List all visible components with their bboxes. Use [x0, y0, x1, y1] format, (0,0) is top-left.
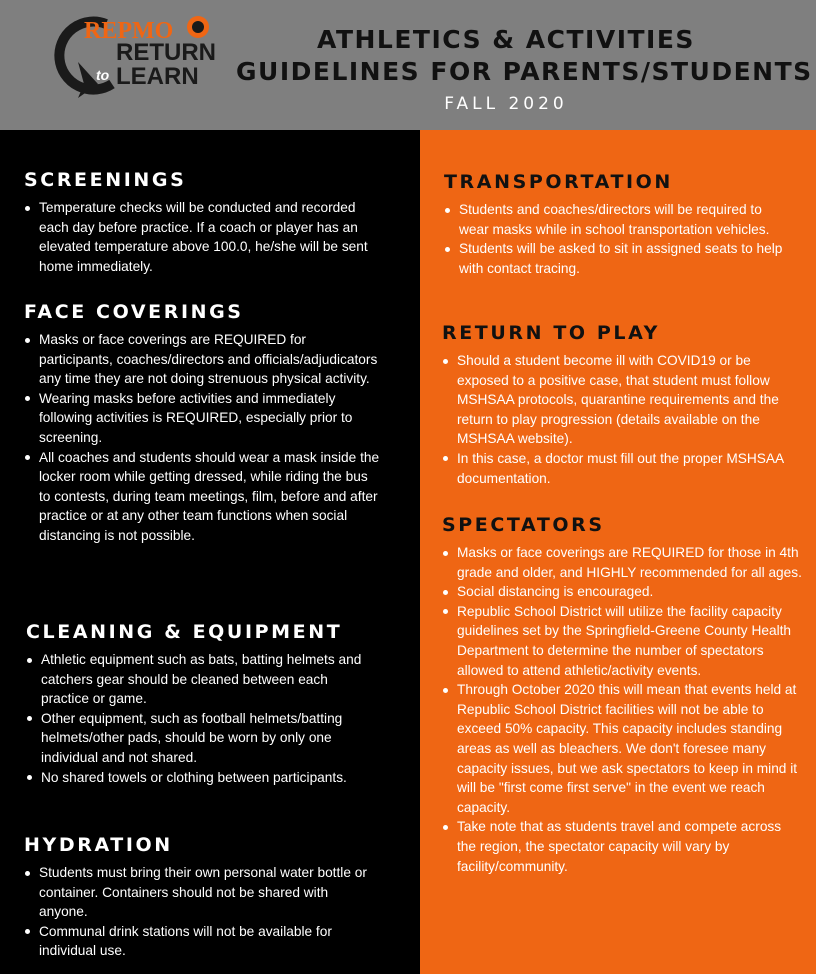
- list-item: Should a student become ill with COVID19 or be exposed to a positive case, that student must follow MSHSAA protocols, quarantine requirements and the return to play progression (details available on the MSHSAA website).: [442, 351, 802, 449]
- bullet-list: [442, 351, 802, 488]
- list-item: All coaches and students should wear a mask inside the locker room while getting dressed, while riding the bus to contests, during team meetings, film, before and after practice or at any other team functions when social distancing is not possible.: [24, 448, 380, 546]
- list-item: Social distancing is encouraged.: [442, 582, 802, 602]
- logo-brand-text: REPMO: [84, 18, 174, 44]
- bullet-list: [26, 650, 376, 787]
- right-column: [420, 130, 816, 974]
- bullet-list: [444, 200, 784, 278]
- title-line-1: ATHLETICS & ACTIVITIES: [317, 25, 695, 54]
- list-item: Take note that as students travel and compete across the region, the spectator capacity will vary by facility/community.: [442, 817, 802, 876]
- section-transportation: [444, 170, 784, 278]
- section-face-coverings: [24, 300, 380, 546]
- logo-return-text: RETURN: [116, 39, 216, 66]
- list-item: Students will be asked to sit in assigned seats to help with contact tracing.: [444, 239, 784, 278]
- list-item: Students and coaches/directors will be required to wear masks while in school transportation vehicles.: [444, 200, 784, 239]
- section-spectators: [442, 513, 802, 876]
- list-item: Masks or face coverings are REQUIRED for participants, coaches/directors and officials/adjudicators any time they are not doing strenuous physical activity.: [24, 330, 380, 389]
- section-heading: FACE COVERINGS: [24, 301, 244, 323]
- list-item: Communal drink stations will not be available for individual use.: [24, 922, 374, 961]
- list-item: Republic School District will utilize the facility capacity guidelines set by the Springfield-Greene County Health Department to determine the number of spectators allowed to attend athletic/activity events.: [442, 602, 802, 680]
- list-item: Students must bring their own personal water bottle or container. Containers should not be shared with anyone.: [24, 863, 374, 922]
- section-heading: HYDRATION: [24, 834, 173, 856]
- section-hydration: [24, 833, 374, 961]
- list-item: In this case, a doctor must fill out the proper MSHSAA documentation.: [442, 449, 802, 488]
- logo-to-text: to: [96, 67, 110, 83]
- list-item: Through October 2020 this will mean that events held at Republic School District facilities will not be able to exceed 50% capacity. This capacity includes standing areas as well as bleachers. We don't foresee many capacity issues, but we ask spectators to keep in mind it will be "first come first serve" in the event we reach capacity.: [442, 680, 802, 817]
- left-column: [0, 130, 420, 974]
- bullet-list: [24, 330, 380, 546]
- logo-learn-text: LEARN: [116, 63, 199, 90]
- bullet-list: [24, 863, 374, 961]
- section-return-to-play: [442, 321, 802, 488]
- list-item: Masks or face coverings are REQUIRED for those in 4th grade and older, and HIGHLY recommended for all ages.: [442, 543, 802, 582]
- bullet-list: [24, 198, 374, 276]
- section-heading: SCREENINGS: [24, 169, 187, 191]
- section-cleaning-equipment: [26, 620, 376, 787]
- list-item: Temperature checks will be conducted and recorded each day before practice. If a coach or player has an elevated temperature above 100.0, he/she will be sent home immediately.: [24, 198, 374, 276]
- return-to-learn-logo: [50, 14, 225, 102]
- page-title: [236, 24, 813, 88]
- list-item: Other equipment, such as football helmets/batting helmets/other pads, should be worn by only one individual and not shared.: [26, 709, 376, 768]
- page-subtitle: FALL 2020: [444, 94, 568, 114]
- section-heading: CLEANING & EQUIPMENT: [26, 621, 343, 643]
- list-item: Athletic equipment such as bats, batting helmets and catchers gear should be cleaned between each practice or game.: [26, 650, 376, 709]
- section-heading: RETURN TO PLAY: [442, 322, 660, 344]
- bullet-list: [442, 543, 802, 876]
- section-heading: SPECTATORS: [442, 514, 605, 536]
- list-item: No shared towels or clothing between participants.: [26, 768, 376, 788]
- list-item: Wearing masks before activities and immediately following activities is REQUIRED, especially prior to screening.: [24, 389, 380, 448]
- section-screenings: [24, 168, 374, 276]
- title-line-2: GUIDELINES FOR PARENTS/STUDENTS: [236, 57, 813, 86]
- header-banner: [0, 0, 816, 130]
- section-heading: TRANSPORTATION: [444, 171, 673, 193]
